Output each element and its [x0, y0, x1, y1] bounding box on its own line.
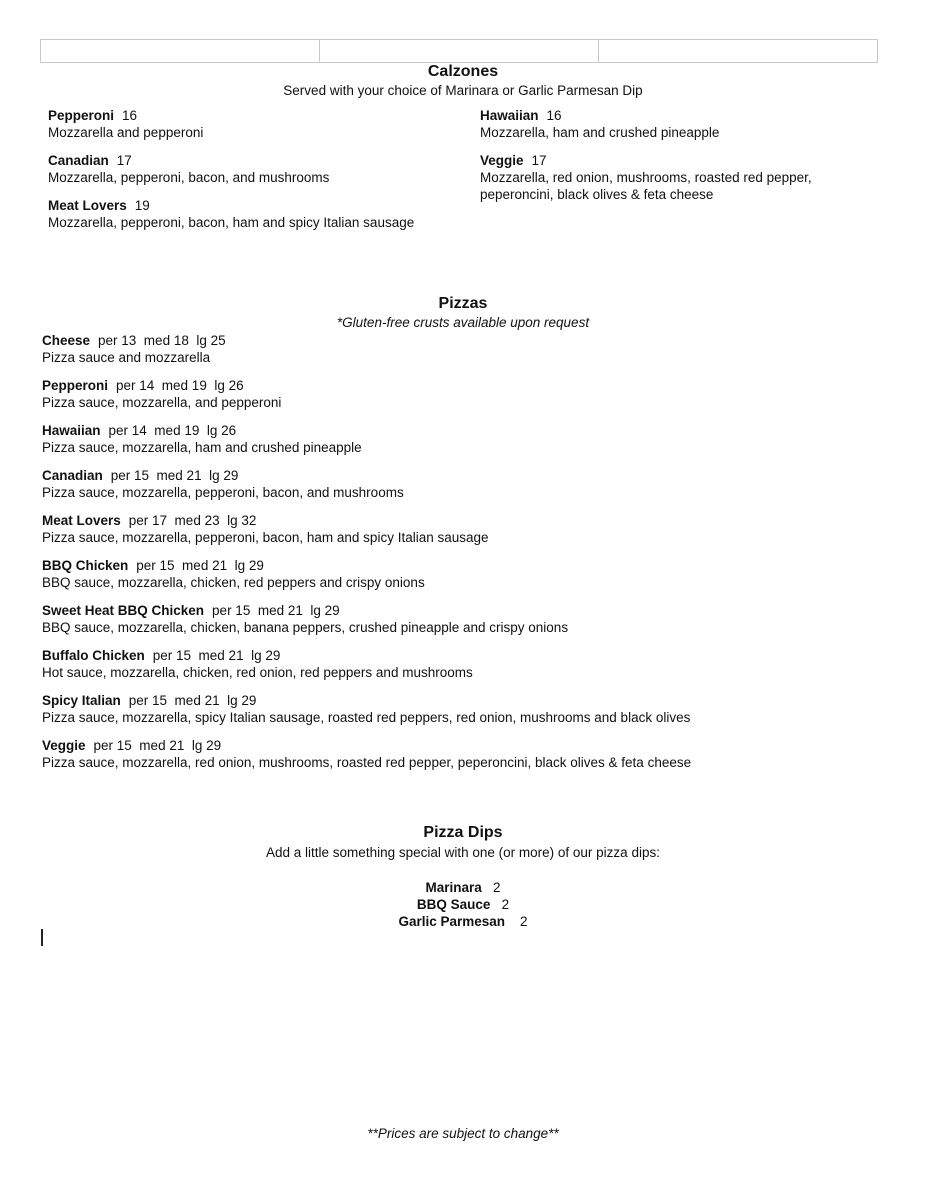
item-name: Buffalo Chicken — [42, 648, 145, 663]
item-name: Pepperoni — [42, 378, 109, 393]
dip-price: 2 — [520, 914, 528, 929]
item-description: Pizza sauce, mozzarella, and pepperoni — [42, 395, 282, 410]
item-name: Sweet Heat BBQ Chicken — [42, 603, 205, 618]
pizza-item — [42, 512, 902, 546]
calzones-title: Calzones — [427, 63, 499, 80]
item-price: 16 — [122, 108, 138, 123]
item-description: Mozzarella, red onion, mushrooms, roasted red pepper, peperoncini, black olives & feta cheese — [480, 170, 812, 202]
item-description: Mozzarella, pepperoni, bacon, ham and spicy Italian sausage — [48, 215, 415, 230]
pizza-item — [42, 692, 902, 726]
item-price: per 15 med 21 lg 29 — [128, 693, 257, 708]
item-price: per 14 med 19 lg 26 — [108, 423, 237, 438]
item-description: Pizza sauce, mozzarella, pepperoni, bacon, and mushrooms — [42, 485, 404, 500]
item-price: per 17 med 23 lg 32 — [128, 513, 257, 528]
item-name: Meat Lovers — [48, 198, 127, 213]
item-name: Veggie — [480, 153, 524, 168]
item-price: per 15 med 21 lg 29 — [136, 558, 264, 573]
text-cursor — [41, 929, 43, 946]
item-price: per 15 med 21 lg 29 — [152, 648, 281, 663]
dip-item — [0, 896, 926, 913]
item-description: Pizza sauce, mozzarella, red onion, mushrooms, roasted red pepper, peperoncini, black olives & feta cheese — [42, 755, 692, 770]
item-price: per 13 med 18 lg 25 — [98, 333, 226, 348]
dip-item — [0, 913, 926, 930]
header-table-cell — [41, 40, 320, 62]
pizza-item — [42, 647, 902, 681]
item-name: Meat Lovers — [42, 513, 121, 528]
calzone-item — [480, 107, 880, 141]
pizza-item — [42, 467, 902, 501]
item-name: Canadian — [42, 468, 103, 483]
calzone-item — [480, 152, 840, 203]
pizza-item — [42, 422, 902, 456]
pizzas-subtitle: *Gluten-free crusts available upon request — [336, 315, 590, 330]
item-name: BBQ Chicken — [42, 558, 129, 573]
item-description: Pizza sauce, mozzarella, ham and crushed pineapple — [42, 440, 362, 455]
item-description: BBQ sauce, mozzarella, chicken, banana peppers, crushed pineapple and crispy onions — [42, 620, 569, 635]
pizza-item — [42, 557, 902, 591]
pizza-item — [42, 602, 902, 636]
dip-name: Garlic Parmesan — [398, 914, 506, 929]
item-description: Hot sauce, mozzarella, chicken, red onion, red peppers and mushrooms — [42, 665, 473, 680]
item-price: per 14 med 19 lg 26 — [116, 378, 244, 393]
item-description: Mozzarella, ham and crushed pineapple — [480, 125, 720, 140]
item-name: Spicy Italian — [42, 693, 121, 708]
pizzas-title: Pizzas — [438, 295, 488, 312]
item-name: Pepperoni — [48, 108, 115, 123]
item-name: Cheese — [42, 333, 91, 348]
calzone-item — [48, 197, 468, 231]
item-description: Pizza sauce, mozzarella, spicy Italian sausage, roasted red peppers, red onion, mushrooms and black olives — [42, 710, 691, 725]
dip-price: 2 — [493, 880, 501, 895]
dip-price: 2 — [501, 897, 510, 912]
header-table-cell — [320, 40, 599, 62]
item-price: per 15 med 21 lg 29 — [212, 603, 340, 618]
item-price: per 15 med 21 lg 29 — [93, 738, 222, 753]
pizza-item — [42, 377, 902, 411]
calzone-item — [48, 152, 468, 186]
dip-name: Marinara — [425, 880, 482, 895]
dip-name: BBQ Sauce — [416, 897, 491, 912]
item-description: Pizza sauce, mozzarella, pepperoni, bacon, ham and spicy Italian sausage — [42, 530, 489, 545]
pizza-item — [42, 332, 902, 366]
dips-subtitle: Add a little something special with one (or more) of our pizza dips: — [266, 845, 660, 860]
dip-item — [0, 879, 926, 896]
header-table-cell — [599, 40, 877, 62]
item-price: 17 — [116, 153, 132, 168]
calzone-item — [48, 107, 468, 141]
dips-title: Pizza Dips — [423, 824, 503, 841]
calzones-subtitle: Served with your choice of Marinara or Garlic Parmesan Dip — [283, 83, 643, 98]
pizza-item — [42, 737, 902, 771]
item-name: Hawaiian — [42, 423, 101, 438]
item-price: 16 — [546, 108, 562, 123]
item-description: Mozzarella and pepperoni — [48, 125, 204, 140]
item-price: 17 — [531, 153, 547, 168]
item-price: 19 — [134, 198, 150, 213]
item-description: Mozzarella, pepperoni, bacon, and mushrooms — [48, 170, 330, 185]
header-table — [40, 39, 878, 63]
item-description: Pizza sauce and mozzarella — [42, 350, 211, 365]
item-name: Canadian — [48, 153, 109, 168]
item-name: Veggie — [42, 738, 86, 753]
footer-note: **Prices are subject to change** — [367, 1126, 559, 1141]
item-price: per 15 med 21 lg 29 — [110, 468, 239, 483]
item-description: BBQ sauce, mozzarella, chicken, red peppers and crispy onions — [42, 575, 425, 590]
item-name: Hawaiian — [480, 108, 539, 123]
